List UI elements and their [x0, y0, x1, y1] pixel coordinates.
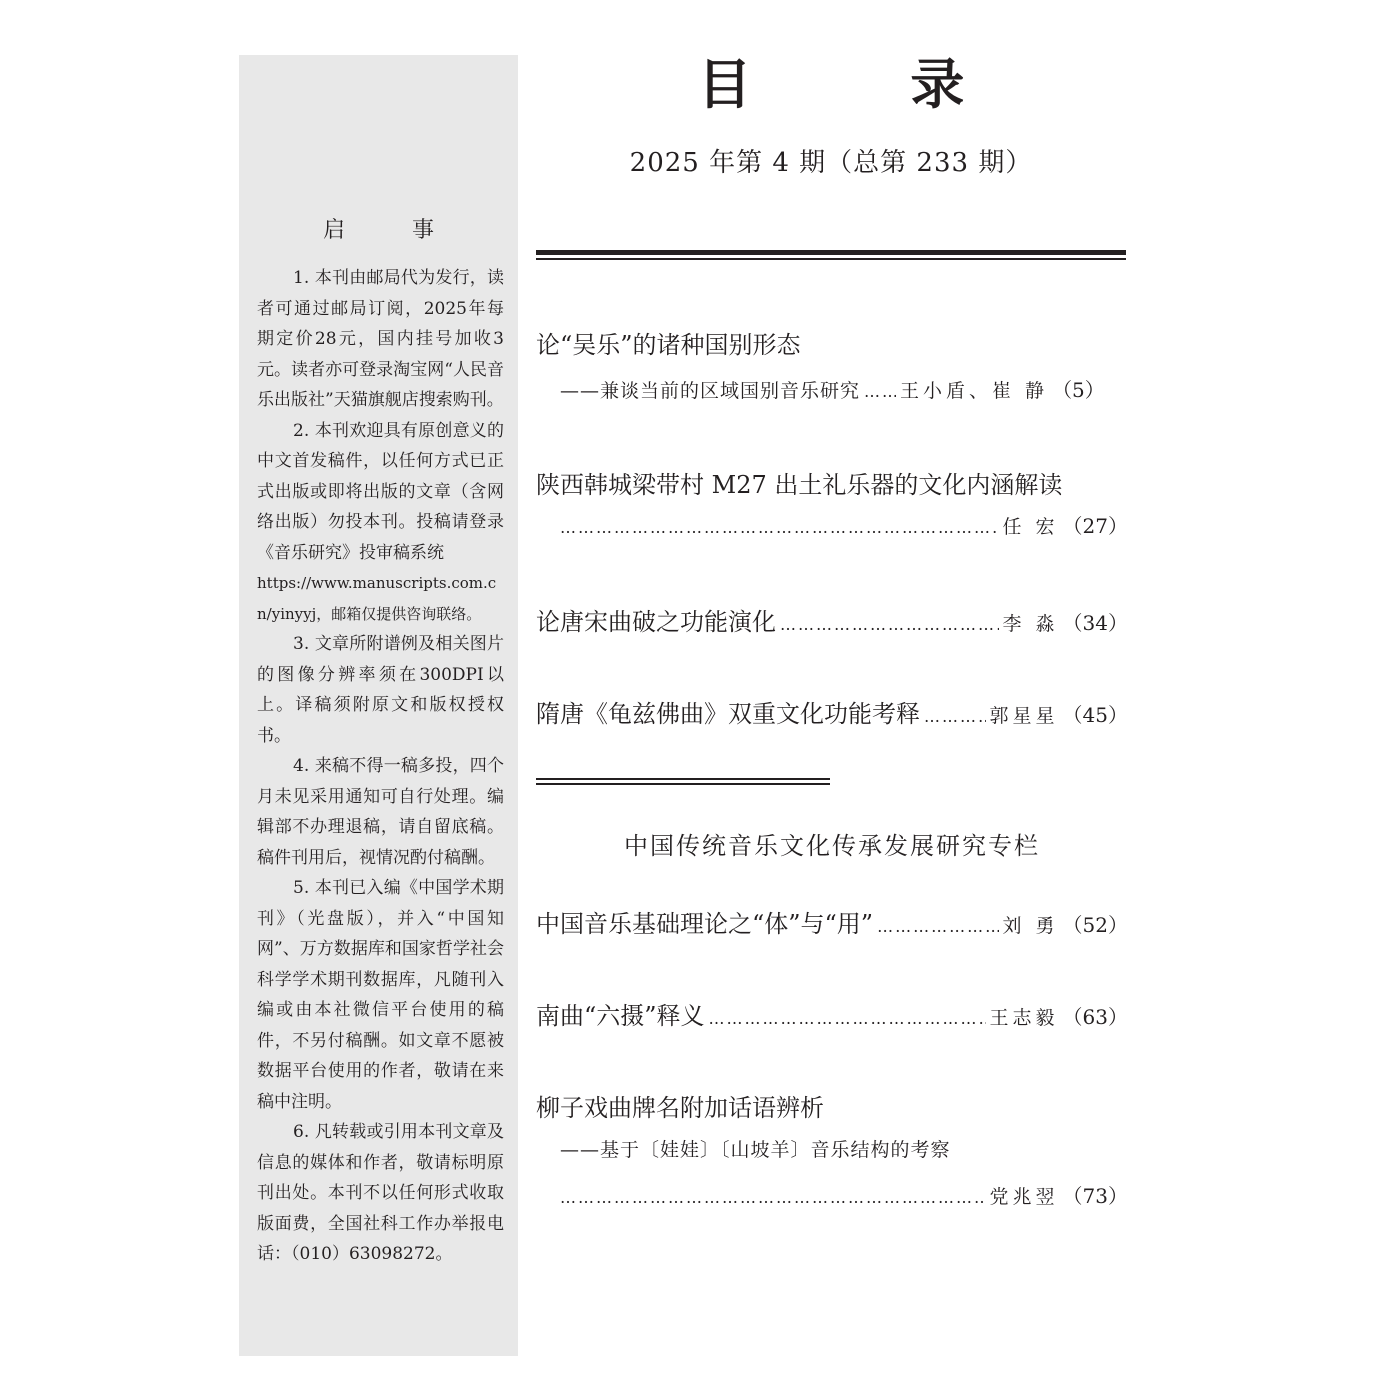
toc-entry-leader[interactable]	[536, 1180, 1128, 1209]
article-author: 王志毅	[989, 1007, 1059, 1029]
article-subtitle: ——兼谈当前的区域国别音乐研究	[560, 380, 861, 402]
toc-entry[interactable]	[536, 694, 1128, 729]
article-page: （63）	[1062, 1005, 1128, 1029]
notice-item-2: 2. 本刊欢迎具有原创意义的中文首发稿件，以任何方式已正式出版或即将出版的文章（含网络出版）勿投本刊。投稿请登录《音乐研究》投审稿系统	[257, 420, 504, 563]
article-page: （34）	[1062, 611, 1128, 635]
article-title: 论唐宋曲破之功能演化	[536, 608, 776, 636]
article-author: 任 宏	[1002, 516, 1059, 538]
article-subtitle: ——基于〔娃娃〕〔山坡羊〕音乐结构的考察	[560, 1139, 951, 1161]
article-title: 中国音乐基础理论之“体”与“用”	[536, 910, 874, 938]
toc-entry-title[interactable]	[536, 465, 1128, 500]
article-author: 王小盾、崔 静	[900, 380, 1049, 402]
section-heading: 中国传统音乐文化传承发展研究专栏	[624, 832, 1040, 860]
article-title: 隋唐《龟兹佛曲》双重文化功能考释	[536, 700, 920, 728]
leader-dots	[536, 1188, 986, 1207]
toc-entry-title[interactable]	[536, 1088, 1128, 1123]
article-page: （27）	[1062, 514, 1128, 538]
article-page: （52）	[1062, 913, 1128, 937]
leader-dots	[776, 615, 999, 634]
article-author: 李 淼	[1002, 613, 1059, 635]
article-title: 陕西韩城梁带村 M27 出土礼乐器的文化内涵解读	[536, 471, 1063, 499]
toc-entry-title[interactable]	[536, 325, 1128, 360]
notice-title: 启 事	[323, 218, 464, 243]
article-title: 柳子戏曲牌名附加话语辨析	[536, 1094, 824, 1122]
section-rule-bottom	[536, 783, 830, 785]
toc-entry[interactable]	[536, 602, 1128, 637]
table-of-contents	[536, 0, 1128, 1400]
toc-entry-subtitle[interactable]	[536, 374, 1128, 403]
notice-item-4: 4. 来稿不得一稿多投，四个月未见采用通知可自行处理。编辑部不办理退稿，请自留底稿。稿件刊用后，视情况酌付稿酬。	[257, 756, 504, 868]
toc-entry-subtitle[interactable]	[536, 1135, 1128, 1162]
toc-entry-leader[interactable]	[536, 510, 1128, 539]
leader-dots	[920, 707, 986, 726]
article-author: 郭星星	[989, 705, 1059, 727]
leader-dots	[873, 917, 998, 936]
section-rule-top	[536, 778, 830, 780]
leader-dots	[536, 518, 999, 537]
article-page: （45）	[1062, 703, 1128, 727]
toc-entry[interactable]	[536, 996, 1128, 1031]
page-title: 目 录	[697, 52, 1035, 116]
notice-item-1: 1. 本刊由邮局代为发行，读者可通过邮局订阅，2025年每期定价28元，国内挂号加收3元。读者亦可登录淘宝网“人民音乐出版社”天猫旗舰店搜索购刊。	[257, 268, 504, 410]
issue-number: 2025 年第 4 期（总第 233 期）	[629, 148, 1033, 178]
article-title: 南曲“六摄”释义	[536, 1002, 705, 1030]
article-title: 论“吴乐”的诸种国别形态	[536, 331, 801, 359]
article-author: 刘 勇	[1002, 915, 1059, 937]
toc-entry[interactable]	[536, 904, 1128, 939]
notice-item-6: 6. 凡转载或引用本刊文章及信息的媒体和作者，敬请标明原刊出处。本刊不以任何形式收取版面费，全国社科工作办举报电话：（010）63098272。	[257, 1122, 504, 1264]
notice-item-5: 5. 本刊已入编《中国学术期刊》（光盘版），并入“中国知网”、万方数据库和国家哲学社会科学学术期刊数据库，凡随刊入编或由本社微信平台使用的稿件，不另付稿酬。如文章不愿被数据平台使用的作者，敬请在来稿中注明。	[257, 878, 504, 1112]
leader-dots	[705, 1009, 986, 1028]
article-page: （73）	[1062, 1184, 1128, 1208]
notice-item-2-url: https://www.manuscripts.com.cn/yinyyj，邮箱仅提供咨询联络。	[257, 574, 497, 623]
notice-sidebar	[239, 55, 518, 1356]
article-page: （5）	[1052, 378, 1105, 402]
article-author: 党兆翌	[989, 1186, 1059, 1208]
notice-body	[257, 263, 504, 1270]
leader-dots	[860, 382, 896, 401]
notice-item-3: 3. 文章所附谱例及相关图片的图像分辨率须在300DPI以上。译稿须附原文和版权授权书。	[257, 634, 504, 746]
